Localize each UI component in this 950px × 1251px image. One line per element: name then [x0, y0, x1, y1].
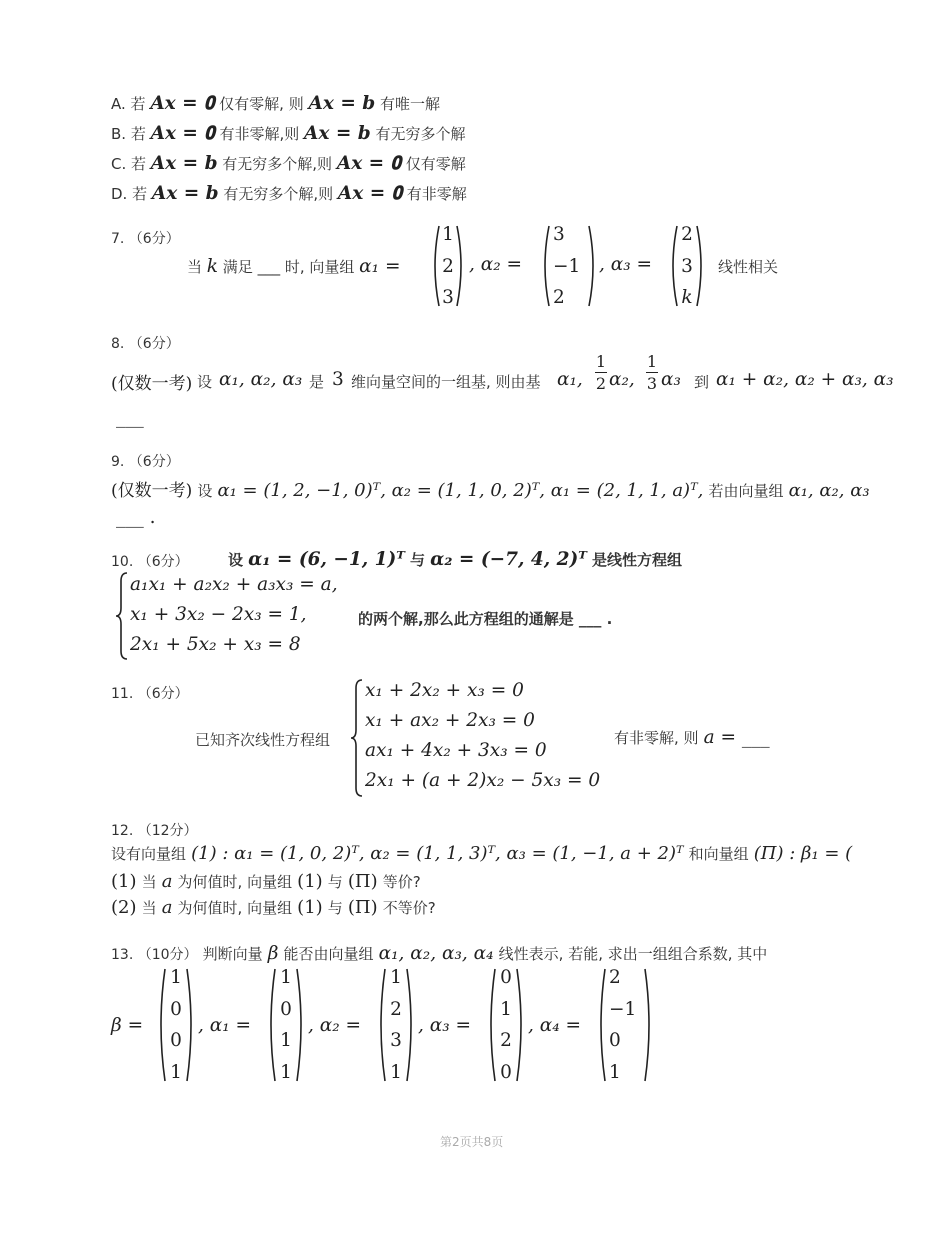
q13-vector-a2-brackets [377, 967, 415, 1083]
q8-t2: 是 [309, 373, 325, 391]
option-d-text2: 有非零解 [406, 185, 467, 203]
q7-vector-a3-brackets [669, 224, 705, 308]
q12-l3b: 当 [141, 899, 157, 917]
option-b-text2: 有无穷多个解 [375, 125, 466, 143]
q13-t2: 能否由向量组 [283, 945, 374, 963]
q12-l3a: (2) [111, 897, 137, 918]
q13-beta-label: β = [111, 1015, 144, 1036]
q13-beta-entry: 0 [170, 998, 182, 1020]
q10-t1: 设 [228, 551, 244, 569]
q7-pre-text: 当 [187, 258, 203, 276]
option-a-math2: 𝑨𝒙 = 𝒃 [308, 93, 376, 114]
q7-a1-entry: 1 [442, 224, 454, 245]
q8-t3: 维向量空间的一组基, 则由基 [351, 373, 541, 391]
q8-frac2 [646, 352, 658, 395]
q10-tail: 的两个解,那么此方程组的通解是 ___ . [358, 610, 613, 628]
q13-vector-a3-brackets [487, 967, 525, 1083]
q8-frac1-den: 2 [595, 374, 607, 393]
q8-t4: 到 [694, 373, 710, 391]
q13-a2-entry: 3 [390, 1030, 402, 1052]
option-c [111, 153, 466, 174]
q13-a4-entry: 1 [609, 1061, 621, 1083]
option-a-text1: 仅有零解, 则 [219, 95, 304, 113]
q8-m2: 3 [332, 369, 344, 390]
q13-vector-a1-brackets [267, 967, 305, 1083]
q9-t1: 设 [197, 482, 213, 500]
q7-vector-a1 [431, 224, 465, 308]
q8-frac1 [595, 352, 607, 395]
q13-m1: β [267, 943, 279, 964]
q13-a2-label: , α₂ = [308, 1015, 362, 1036]
q7-a2-entry: −1 [553, 255, 581, 277]
q12-l2b: 当 [141, 873, 157, 891]
q7-a1-entry: 2 [442, 255, 454, 277]
q12-l2e: (1) [297, 871, 323, 892]
q7-a2-entry: 2 [553, 287, 565, 308]
q8-m1: α₁, α₂, α₃ [219, 369, 303, 390]
option-a [111, 93, 440, 114]
option-a-math1: 𝑨𝒙 = 𝟎 [150, 93, 215, 114]
q9-m2: α₁, α₂, α₃ [788, 480, 870, 501]
q12-line2 [111, 871, 421, 892]
q11-eq4: 2x₁ + (a + 2)x₂ − 5x₃ = 0 [365, 770, 601, 791]
q13-t1: 判断向量 [202, 945, 263, 963]
option-b-math1: 𝑨𝒙 = 𝟎 [150, 123, 215, 144]
q11-number: 11. （6分） [111, 686, 189, 702]
q9-body [111, 476, 870, 501]
q7-a3-entry: k [681, 287, 693, 308]
q12-number: 12. （12分） [111, 823, 198, 839]
page-footer: 第2页共8页 [440, 1135, 504, 1149]
q7-pre [187, 256, 400, 277]
option-c-math2: 𝑨𝒙 = 𝟎 [336, 153, 401, 174]
q10-eq3: 2x₁ + 5x₂ + x₃ = 8 [130, 634, 301, 655]
q12-l2a: (1) [111, 871, 137, 892]
q13-a4-label: , α₄ = [528, 1015, 582, 1036]
q13-a3-entry: 1 [500, 998, 512, 1020]
q12-l2c: a [161, 871, 173, 892]
q13-t3: 线性表示, 若能, 求出一组组合系数, 其中 [498, 945, 768, 963]
q13-number: 13. （10分） [111, 947, 198, 963]
q12-line1 [111, 843, 852, 864]
q7-a1-entry: 3 [442, 287, 454, 308]
q11-answer: a = ___ [703, 727, 770, 748]
q12-m2: (Π) : β₁ = ( [753, 843, 853, 864]
q8-m5: α₃ [661, 369, 681, 390]
q10-eq1: a₁x₁ + a₂x₂ + a₃x₃ = a, [130, 574, 338, 595]
q12-l3f: 与 [327, 899, 343, 917]
q7-a3-entry: 3 [681, 255, 693, 277]
q13-vector-a2 [377, 967, 415, 1083]
q10-brace [114, 571, 130, 661]
q10-number: 10. （6分） [111, 554, 189, 570]
q7-a1-label: α₁ = [359, 256, 401, 277]
q13-vector-beta-brackets [157, 967, 195, 1083]
option-d-label: D. 若 [111, 185, 148, 203]
option-a-label: A. 若 [111, 95, 146, 113]
q13-a3-entry: 0 [500, 1061, 512, 1083]
q7-vector-a2 [541, 224, 597, 308]
option-b-math2: 𝑨𝒙 = 𝒃 [304, 123, 371, 144]
option-d [111, 183, 467, 204]
q13-a4-entry: 2 [609, 967, 621, 988]
q13-vector-a4-brackets [597, 967, 653, 1083]
option-b [111, 123, 466, 144]
option-b-text1: 有非零解,则 [219, 125, 300, 143]
q8-number: 8. （6分） [111, 336, 180, 352]
q13-a1-entry: 1 [280, 1030, 292, 1052]
q12-l3h: 不等价? [382, 899, 436, 917]
q12-t2: 和向量组 [688, 845, 749, 863]
q9-paren: (仅数一考) [111, 481, 193, 501]
option-d-math2: 𝑨𝒙 = 𝟎 [337, 183, 402, 204]
q7-vector-a1-brackets [431, 224, 465, 308]
q13-vector-a3 [487, 967, 525, 1083]
q13-beta-entry: 1 [170, 967, 182, 988]
q7-vector-a3 [669, 224, 705, 308]
q9-number: 9. （6分） [111, 454, 180, 470]
q13-m2: α₁, α₂, α₃, α₄ [378, 943, 494, 964]
option-d-text1: 有无穷多个解,则 [223, 185, 334, 203]
q12-m1: (1) : α₁ = (1, 0, 2)ᵀ, α₂ = (1, 1, 3)ᵀ, α₃ = (1, −1, a + 2)ᵀ [191, 843, 684, 864]
option-d-math1: 𝑨𝒙 = 𝒃 [151, 183, 219, 204]
q9-blank: ___ . [116, 507, 156, 528]
q10-head [228, 549, 682, 570]
q7-vector-a2-brackets [541, 224, 597, 308]
q8-m3: α₁, [557, 369, 583, 390]
q13-a3-entry: 0 [500, 967, 512, 988]
q11-eq2: x₁ + ax₂ + 2x₃ = 0 [365, 710, 535, 731]
q12-l3d: 为何值时, 向量组 [177, 899, 293, 917]
q7-mid-text: 满足 ___ 时, 向量组 [222, 258, 355, 276]
q8-m6: α₁ + α₂, α₂ + α₃, α₃ [716, 369, 894, 390]
q13-head [111, 943, 767, 964]
q13-a3-entry: 2 [500, 1030, 512, 1052]
q13-a1-entry: 1 [280, 967, 292, 988]
q10-m2: α₂ = (−7, 4, 2)ᵀ [430, 549, 587, 570]
q8-blank: ___ [116, 407, 144, 428]
q13-a2-entry: 1 [390, 967, 402, 988]
q13-a4-entry: −1 [609, 998, 637, 1020]
option-b-label: B. 若 [111, 125, 146, 143]
q13-beta-entry: 0 [170, 1030, 182, 1052]
q13-a1-entry: 1 [280, 1061, 292, 1083]
q7-number: 7. （6分） [111, 231, 180, 247]
option-c-label: C. 若 [111, 155, 147, 173]
q9-t2: 若由向量组 [708, 482, 784, 500]
q11-post [614, 727, 770, 748]
q8-m4: α₂, [609, 369, 635, 390]
q10-eq2: x₁ + 3x₂ − 2x₃ = 1, [130, 604, 307, 625]
q13-vector-a4 [597, 967, 653, 1083]
q13-beta-entry: 1 [170, 1061, 182, 1083]
q11-pre: 已知齐次线性方程组 [195, 731, 331, 749]
option-c-text1: 有无穷多个解,则 [222, 155, 333, 173]
option-a-text2: 有唯一解 [379, 95, 440, 113]
q7-a3-label: , α₃ = [599, 254, 653, 275]
q13-vector-a1 [267, 967, 305, 1083]
q7-a2-entry: 3 [553, 224, 565, 245]
q11-eq1: x₁ + 2x₂ + x₃ = 0 [365, 680, 524, 701]
q7-k: k [206, 256, 219, 277]
q13-a2-entry: 1 [390, 1061, 402, 1083]
q8-frac1-num: 1 [595, 352, 607, 371]
q12-l2d: 为何值时, 向量组 [177, 873, 293, 891]
q11-post-text: 有非零解, 则 [614, 729, 699, 747]
q10-t3: 是线性方程组 [591, 551, 682, 569]
q13-vector-beta [157, 967, 195, 1083]
q10-t2: 与 [409, 551, 425, 569]
q12-l2g: (Π) [347, 871, 378, 892]
q13-a1-entry: 0 [280, 998, 292, 1020]
option-c-math1: 𝑨𝒙 = 𝒃 [150, 153, 218, 174]
q12-l3e: (1) [297, 897, 323, 918]
q8-paren: (仅数一考) [111, 374, 193, 394]
q8-t1: 设 [197, 373, 213, 391]
q12-line3 [111, 897, 436, 918]
q7-a2-label: , α₂ = [469, 254, 523, 275]
q8-frac2-den: 3 [646, 374, 658, 393]
q12-l3c: a [161, 897, 173, 918]
q8-frac2-num: 1 [646, 352, 658, 371]
q12-l2h: 等价? [382, 873, 421, 891]
q12-l3g: (Π) [347, 897, 378, 918]
q9-m1: α₁ = (1, 2, −1, 0)ᵀ, α₂ = (1, 1, 0, 2)ᵀ, α₁ = (2, 1, 1, a)ᵀ, [217, 480, 704, 501]
q11-brace [349, 678, 365, 798]
q11-eq3: ax₁ + 4x₂ + 3x₃ = 0 [365, 740, 547, 761]
q13-a3-label: , α₃ = [418, 1015, 472, 1036]
q7-a3-entry: 2 [681, 224, 693, 245]
q13-a4-entry: 0 [609, 1030, 621, 1052]
q12-t1: 设有向量组 [111, 845, 187, 863]
q7-post: 线性相关 [718, 258, 779, 276]
q10-m1: α₁ = (6, −1, 1)ᵀ [248, 549, 405, 570]
option-c-text2: 仅有零解 [405, 155, 466, 173]
q12-l2f: 与 [327, 873, 343, 891]
q13-a2-entry: 2 [390, 998, 402, 1020]
q13-a1-label: , α₁ = [198, 1015, 252, 1036]
